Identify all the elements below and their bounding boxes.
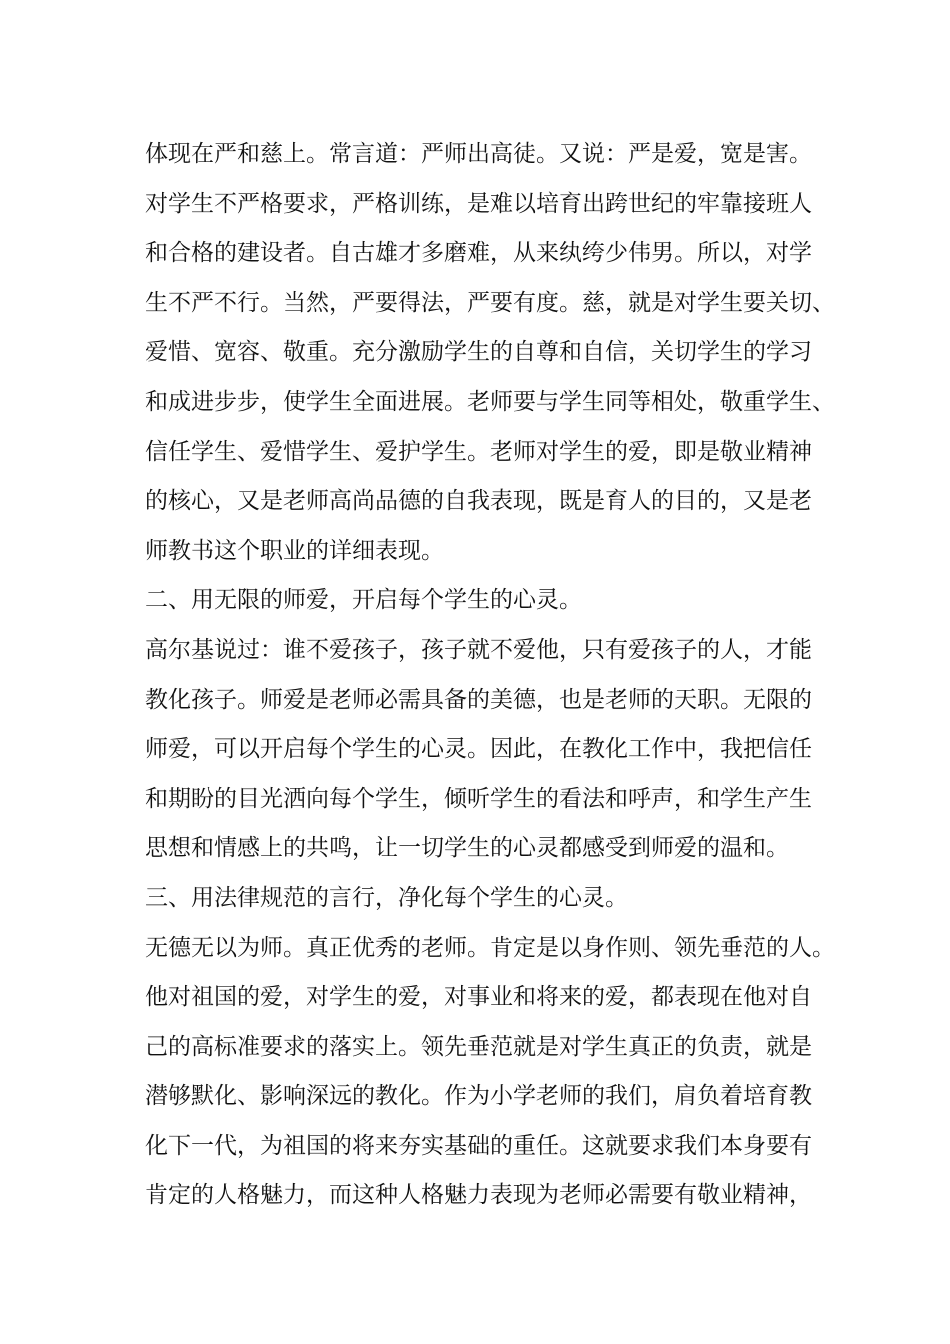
document-body [145,130,835,1221]
text-line-7: 信任学生、爱惜学生、爱护学生。老师对学生的爱，即是敬业精神 [145,438,812,465]
text-line-1: 体现在严和慈上。常言道：严师出高徒。又说：严是爱，宽是害。 [145,141,812,167]
text-line-8: 的核心，又是老师高尚品德的自我表现，既是育人的目的，又是老 [145,488,812,515]
text-line-4: 生不严不行。当然，严要得法，严要有度。慈，就是对学生要关切、 [145,289,835,316]
text-line-14: 和期盼的目光洒向每个学生，倾听学生的看法和呼声，和学生产生 [145,785,812,812]
text-line-15: 思想和情感上的共鸣，让一切学生的心灵都感受到师爱的温和。 [145,835,789,862]
section-heading-2: 二、用无限的师爱，开启每个学生的心灵。 [145,587,582,614]
text-line-2: 对学生不严格要求，严格训练，是难以培育出跨世纪的牢靠接班人 [145,190,812,217]
text-line-17: 无德无以为师。真正优秀的老师。肯定是以身作则、领先垂范的人。 [145,934,835,961]
text-line-19: 己的高标准要求的落实上。领先垂范就是对学生真正的负责，就是 [145,1033,812,1060]
text-line-11: 高尔基说过：谁不爱孩子，孩子就不爱他，只有爱孩子的人，才能 [145,636,812,663]
text-line-6: 和成进步步，使学生全面进展。老师要与学生同等相处，敬重学生、 [145,388,835,415]
text-line-21: 化下一代，为祖国的将来夯实基础的重任。这就要求我们本身要有 [145,1132,812,1159]
text-line-9: 师教书这个职业的详细表现。 [145,537,444,564]
text-line-20: 潜够默化、影响深远的教化。作为小学老师的我们，肩负着培育教 [145,1083,812,1110]
text-line-18: 他对祖国的爱，对学生的爱，对事业和将来的爱，都表现在他对自 [145,984,812,1011]
text-line-22: 肯定的人格魅力，而这种人格魅力表现为老师必需要有敬业精神， [145,1182,812,1209]
text-line-5: 爱惜、宽容、敬重。充分激励学生的自尊和自信，关切学生的学习 [145,339,812,366]
section-heading-3: 三、用法律规范的言行，净化每个学生的心灵。 [145,884,628,911]
text-line-3: 和合格的建设者。自古雄才多磨难，从来纨绔少伟男。所以，对学 [145,240,812,267]
text-line-12: 教化孩子。师爱是老师必需具备的美德，也是老师的天职。无限的 [145,686,812,713]
text-line-13: 师爱，可以开启每个学生的心灵。因此，在教化工作中，我把信任 [145,736,812,763]
